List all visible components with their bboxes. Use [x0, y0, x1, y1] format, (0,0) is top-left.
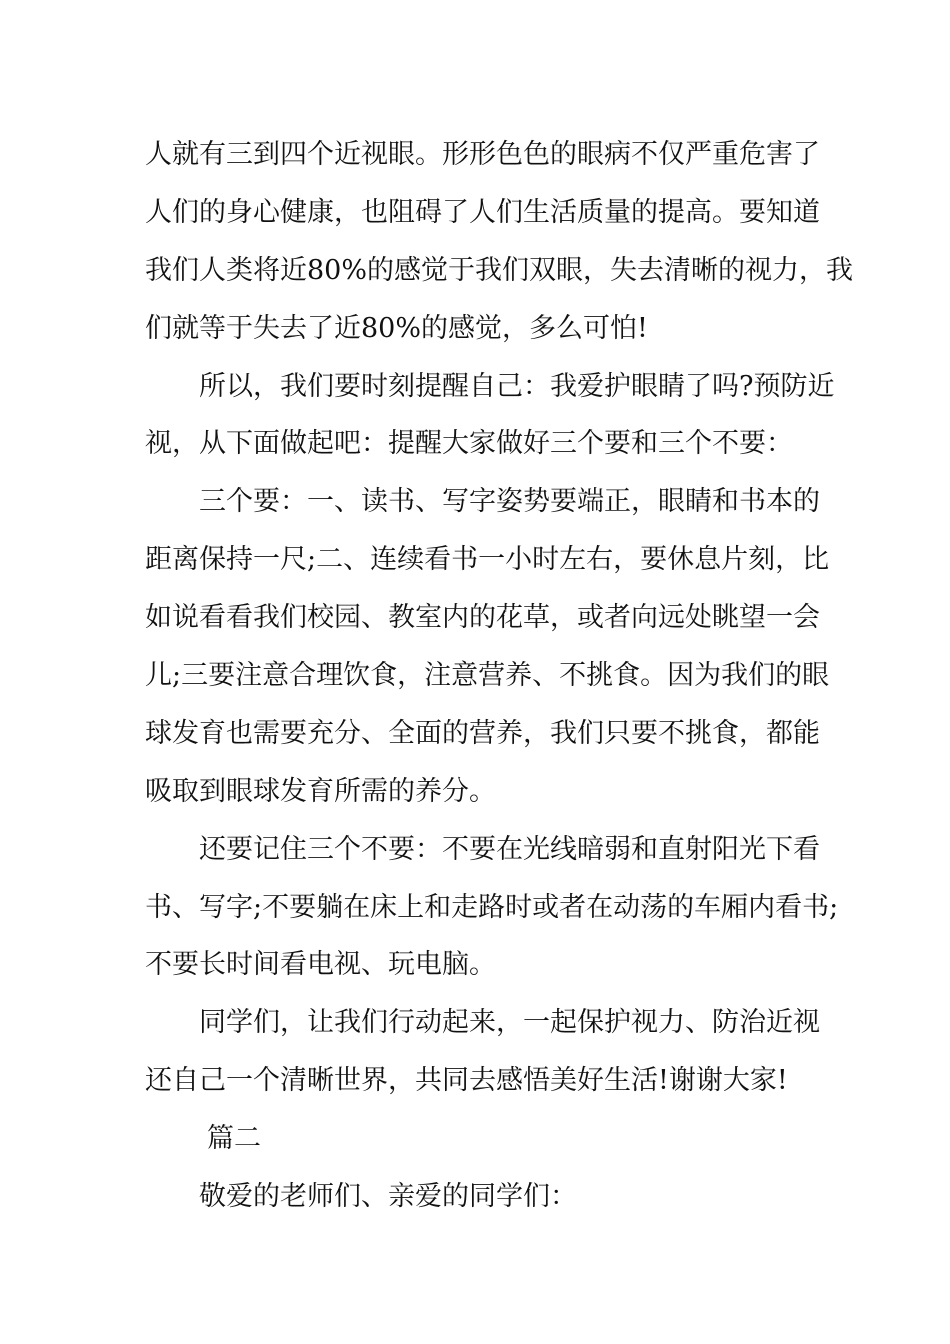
text-line: 球发育也需要充分、全面的营养，我们只要不挑食，都能: [145, 717, 820, 749]
text-line: 儿;三要注意合理饮食，注意营养、不挑食。因为我们的眼: [145, 660, 830, 692]
text-line: 书、写字;不要躺在床上和走路时或者在动荡的车厢内看书;: [145, 891, 839, 923]
text-line: 们就等于失去了近80%的感觉，多么可怕!: [145, 312, 648, 344]
text-line: 视，从下面做起吧：提醒大家做好三个要和三个不要：: [145, 428, 793, 460]
text-line: 所以，我们要时刻提醒自己：我爱护眼睛了吗?预防近: [199, 370, 835, 402]
text-line: 如说看看我们校园、教室内的花草，或者向远处眺望一会: [145, 602, 820, 634]
text-line: 人们的身心健康，也阻碍了人们生活质量的提高。要知道: [145, 196, 820, 228]
section-heading: 篇二: [207, 1123, 261, 1155]
document-body: [145, 126, 854, 1226]
text-line: 同学们，让我们行动起来，一起保护视力、防治近视: [199, 1007, 820, 1039]
text-line: 三个要：一、读书、写字姿势要端正，眼睛和书本的: [199, 486, 820, 518]
text-line: 不要长时间看电视、玩电脑。: [145, 949, 496, 981]
text-line: 还要记住三个不要：不要在光线暗弱和直射阳光下看: [199, 833, 820, 865]
text-line: 还自己一个清晰世界，共同去感悟美好生活!谢谢大家!: [145, 1065, 788, 1097]
salutation-line: 敬爱的老师们、亲爱的同学们：: [199, 1181, 577, 1213]
text-line: 距离保持一尺;二、连续看书一小时左右，要休息片刻，比: [145, 544, 830, 576]
text-line: 吸取到眼球发育所需的养分。: [145, 775, 496, 807]
text-line: 我们人类将近80%的感觉于我们双眼，失去清晰的视力，我: [145, 254, 854, 286]
text-line: 人就有三到四个近视眼。形形色色的眼病不仅严重危害了: [145, 139, 820, 170]
